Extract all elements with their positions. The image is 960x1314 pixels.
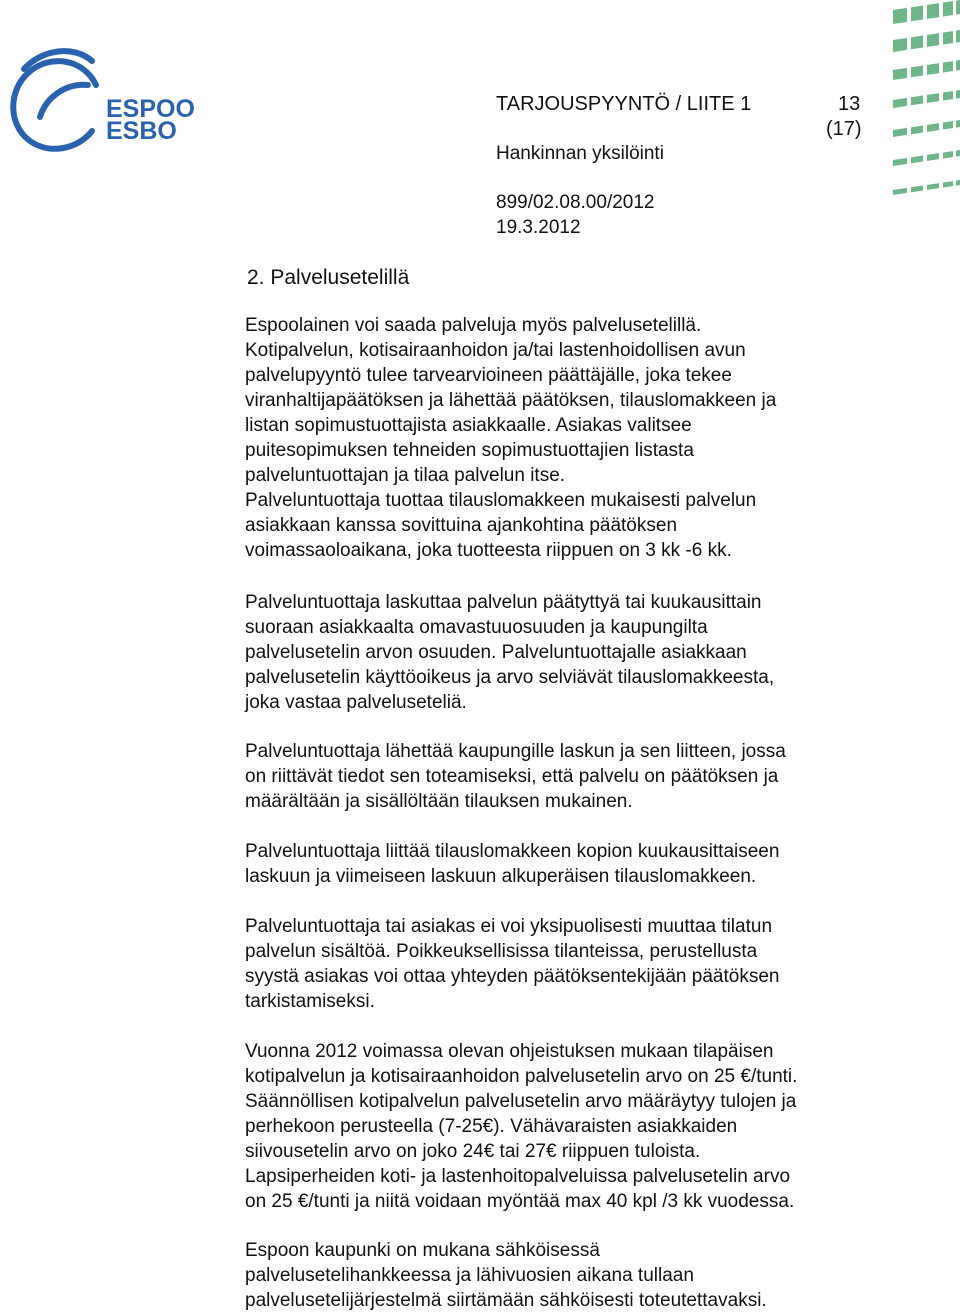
paragraph-4: Palveluntuottaja liittää tilauslomakkeen kopion kuukausittaiseen laskuun ja viimeiseen laskuun alkuperäisen tilauslomakkeen. [245,841,780,887]
logo-text-esbo: ESBO [106,117,177,145]
document-title: TARJOUSPYYNTÖ / LIITE 1 [496,93,752,115]
paragraph-6: Vuonna 2012 voimassa olevan ohjeistuksen mukaan tilapäisen kotipalvelun ja kotisairaanhoidon palvelusetelin arvo on 25 €/tunti. Säännöllisen kotipalvelun palvelusetelin arvo määräytyy tulojen ja perhekoon perusteella (7-25€). Vähävaraisten asiakkaiden siivousetelin arvo on joko 24€ tai 27€ riippuen tuloista. Lapsiperheiden koti- ja lastenhoitopalveluissa palvelusetelin arvo on 25 €/tunti ja niitä voidaan myöntää max 40 kpl /3 kk vuodessa. [245,1041,798,1212]
paragraph-1: Espoolainen voi saada palveluja myös palvelusetelillä. Kotipalvelun, kotisairaanhoidon ja/tai lastenhoidollisen avun palvelupyyntö tulee tarvearvioineen päättäjälle, joka tekee viranhaltijapäätöksen ja lähettää päätöksen, tilauslomakkeen ja listan sopimustuottajista asiakkaalle. Asiakas valitsee puitesopimuksen tehneiden sopimustuottajien listasta palveluntuottajan ja tilaa palvelun itse. Palveluntuottaja tuottaa tilauslomakkeen mukaisesti palvelun asiakkaan kanssa sovittuina ajankohtina päätöksen voimassaoloaikana, joka tuotteesta riippuen on 3 kk -6 kk. [245,315,777,561]
paragraph-3: Palveluntuottaja lähettää kaupungille laskun ja sen liitteen, jossa on riittävät tiedot sen toteamiseksi, että palvelu on päätöksen ja määrältään ja sisällöltään tilauksen mukainen. [245,741,786,812]
decorative-pattern [893,0,960,225]
paragraph-5: Palveluntuottaja tai asiakas ei voi yksipuolisesti muuttaa tilatun palvelun sisältöä. Poikkeuksellisissa tilanteissa, perustellusta syystä asiakas voi ottaa yhteyden päätöksentekijään päätöksen tarkistamiseksi. [245,916,780,1012]
logo-text-espoo: ESPOO [106,95,195,123]
reference-number: 899/02.08.00/2012 [496,192,655,213]
page-total: (17) [826,118,862,140]
page-number: 13 [838,93,861,115]
espoo-esbo-logo [0,45,200,155]
section-heading: 2. Palvelusetelillä [247,266,410,289]
paragraph-2: Palveluntuottaja laskuttaa palvelun päätyttyä tai kuukausittain suoraan asiakkaalta omavastuuosuuden ja kaupungilta palvelusetelin arvon osuuden. Palveluntuottajalle asiakkaan palvelusetelin käyttöoikeus ja arvo selviävät tilauslomakkeesta, joka vastaa palveluseteliä. [245,592,775,713]
document-subtitle: Hankinnan yksilöinti [496,143,664,164]
document-date: 19.3.2012 [496,217,581,238]
paragraph-7: Espoon kaupunki on mukana sähköisessä palvelusetelihankkeessa ja lähivuosien aikana tullaan palvelusetelijärjestelmä siirtämään sähköisesti toteutettavaksi. [245,1240,767,1311]
